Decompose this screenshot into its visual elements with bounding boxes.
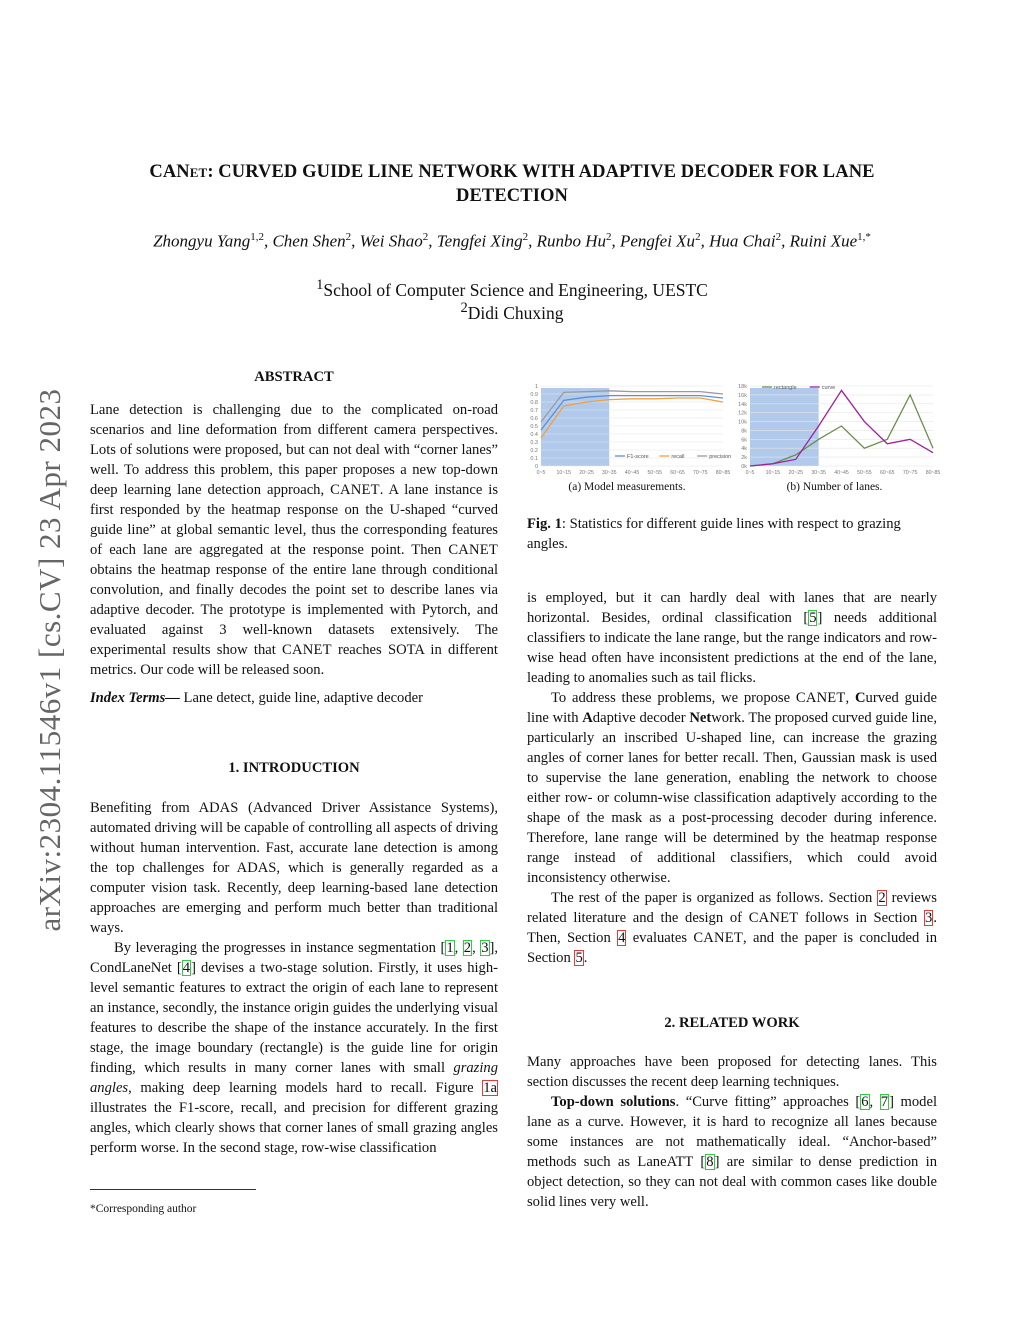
legend-label: recall (671, 454, 685, 460)
section-4-link[interactable]: 4 (618, 930, 626, 946)
x-tick-label: 50~55 (647, 470, 663, 476)
title-prefix: CAN (149, 162, 190, 182)
related-paragraph-2: Top-down solutions. “Curve fitting” approaches [6, 7] model lane as a curve. However, it is hard to recognize all lanes because some instances are not mathematically ideal. “Anchor-based” methods such as LaneATT [8] are similar to dense prediction in object detection, so they can not deal with common cases like double solid lines very well. (527, 1094, 937, 1210)
canet-expansion: Curved guide line with Adaptive decoder Network. (527, 690, 937, 726)
citation-7[interactable]: 7 (880, 1094, 889, 1110)
author-name: Runbo Hu (536, 231, 606, 251)
title-line1: : CURVED GUIDE LINE NETWORK WITH ADAPTIVE DECODER FOR LANE (207, 162, 875, 182)
related-work-body (527, 1052, 937, 1212)
right-p1-a: is employed, but it can hardly deal with lanes that are nearly horizontal. Besides, ordinal classification [ (527, 590, 937, 626)
x-tick-label: 20~25 (579, 470, 594, 476)
author-affiliation-sup: 2 (522, 231, 529, 243)
x-tick-label: 40~45 (624, 470, 640, 476)
y-tick-label: 12k (738, 410, 747, 417)
author-affiliation-sup: 2 (775, 231, 782, 243)
citation-3[interactable]: 3 (481, 940, 489, 956)
author-affiliation-sup: 2 (422, 231, 429, 243)
subcaption-b: (b) Number of lanes. (786, 481, 883, 493)
intro-p2-c: ] devises a two-stage solution. Firstly, it uses high-level semantic features to extract the origin of each lane to represent an instance, secondly, the instance origin guides the underlying visual features to describe the shape of the instance accurately. In the first stage, the image boundary (rectangle) is the guide line for origin finding, which results in many corner lanes with small (90, 960, 499, 1076)
x-tick-label: 30~35 (811, 470, 826, 476)
related-p2-c: ] are similar to dense prediction in object detection, so they can not deal with common cases like double solid lines very well. (527, 1154, 937, 1210)
y-tick-label: 0.7 (530, 408, 538, 414)
abstract-heading: ABSTRACT (254, 369, 334, 385)
title-smallcaps: et (189, 162, 208, 182)
x-tick-label: 10~15 (556, 470, 572, 476)
affiliation-1-sup: 1 (316, 277, 324, 293)
index-terms-text: Lane detect, guide line, adaptive decoder (179, 690, 423, 706)
intro-paragraph-1: Benefiting from ADAS (Advanced Driver Assistance Systems), automated driving will be capable of controlling all aspects of driving without human intervention. Fast, accurate lane detection is among the top challenges for ADAS, which is generally regarded as a computer vision task. Recently, deep learning-based lane detection approaches are emerging and perform much better than traditional ways. (90, 800, 498, 936)
author-name: Zhongyu Yang (153, 231, 251, 251)
citation-1[interactable]: 1 (446, 940, 454, 956)
legend-label: precision (709, 454, 732, 460)
author-affiliation-sup: 1,* (857, 231, 871, 243)
paper-title (60, 160, 964, 208)
y-tick-label: 0.5 (530, 424, 538, 430)
arxiv-side-stamp: arXiv:2304.11546v1 [cs.CV] 23 Apr 2023 (32, 388, 67, 932)
intro-right-paragraph-1 (527, 588, 937, 688)
y-tick-label: 0.8 (530, 400, 538, 406)
canet-name: CANET (693, 930, 743, 946)
y-tick-label: 0 (534, 464, 538, 470)
affiliation-1-text: School of Computer Science and Engineering, UESTC (323, 279, 708, 300)
related-p2-bold: Top-down solutions (551, 1094, 676, 1110)
y-tick-label: 8k (741, 428, 747, 435)
right-p3-b: reviews related literature and the design of CANET follows in Section (527, 890, 937, 926)
y-tick-label: 4k (741, 446, 747, 453)
section-2-link[interactable]: 2 (878, 890, 886, 906)
right-p3-d: evaluates CANET, and the paper is concluded in Section (527, 930, 938, 966)
x-tick-label: 80~85 (925, 470, 941, 476)
affiliation-2-text: Didi Chuxing (467, 302, 564, 323)
x-tick-label: 70~75 (902, 470, 918, 476)
x-tick-label: 70~75 (692, 470, 708, 476)
section-5-link[interactable]: 5 (575, 950, 583, 966)
x-tick-label: 20~25 (788, 470, 804, 476)
right-p1-b: ] needs additional classifiers to indicate the lane range, but the range indicators and row-wise head often have inconsistent predictions at the end of the lane, leading to anomalies such as tail flicks. (527, 610, 937, 686)
index-terms-label: Index Terms— (90, 690, 180, 706)
related-p2-b: ] model lane as a curve. However, it is hard to recognize all lanes because some instances are not mathematically ideal. “Anchor-based” methods such as LaneATT [ (527, 1094, 937, 1170)
legend-label: curve (821, 385, 836, 391)
x-tick-label: 60~65 (670, 470, 685, 476)
intro-paragraph-2: By leveraging the progresses in instance segmentation [1, 2, 3], CondLaneNet [4] devises a two-stage solution. Firstly, it uses high-level semantic features to extract the origin of each lane to represent an instance, secondly, the instance origin guides the underlying visual features to describe the shape of the instance accurately. In the first stage, the image boundary (rectangle) is the guide line for origin finding, which results in many corner lanes with small grazing angles, making deep learning models hard to recall. Figure 1a illustrates the F1-score, recall, and precision for different grazing angles, which clearly shows that corner lanes of small grazing angles perform worse. In the second stage, row-wise classification (90, 940, 499, 1156)
intro-p2-b: ], CondLaneNet [ (90, 940, 499, 976)
canet-name: CANET (282, 642, 332, 658)
intro-p2-emphasis: grazing angles (90, 1060, 498, 1096)
author-affiliation-sup: 2 (606, 231, 612, 243)
y-tick-label: 0.1 (530, 456, 538, 462)
y-tick-label: 18k (738, 384, 747, 390)
canet-initial: Net (689, 710, 712, 726)
intro-p2-a: By leveraging the progresses in instance segmentation [ (114, 940, 446, 956)
author-name: Wei Shao (359, 231, 423, 251)
x-tick-label: 60~65 (879, 470, 895, 476)
citation-6[interactable]: 6 (861, 1094, 869, 1110)
y-tick-label: 0.9 (530, 392, 538, 398)
x-tick-label: 0~5 (745, 470, 755, 476)
y-tick-label: 0.4 (530, 432, 538, 438)
affiliation-2 (0, 300, 1024, 324)
canet-initial: A (582, 710, 593, 726)
chart-number-of-lanes (732, 380, 941, 476)
intro-p2-d: , making deep learning models hard to recall. Figure (128, 1080, 483, 1096)
legend-label: F1-score (627, 454, 649, 460)
x-tick-label: 0~5 (536, 470, 546, 476)
y-tick-label: 1 (534, 384, 538, 390)
right-p3-c: . Then, Section (527, 910, 937, 946)
affiliation-1 (0, 277, 1024, 301)
author-affiliation-sup: 1,2 (250, 231, 264, 243)
x-tick-label: 40~45 (834, 470, 849, 476)
index-terms (90, 688, 498, 708)
canet-initial: C (855, 690, 866, 706)
citation-2[interactable]: 2 (463, 940, 472, 956)
y-tick-label: 0.2 (530, 448, 538, 454)
y-tick-label: 2k (741, 455, 747, 462)
chart-model-measurements (527, 380, 732, 476)
x-tick-label: 80~85 (715, 470, 731, 476)
right-p2-rest: The proposed curved guide line, particularly an inscribed U-shaped line, can increase the grazing angles of corner lanes for better recall. Then, Gaussian mask is used to supervise the lane generation, enabling the network to choose either row- or column-wise classification adaptively according to the shape of the mask as a post-processing decoder during inference. Therefore, lane range will be determined by the heatmap response range instead of additional classifiers, which could avoid inconsistency otherwise. (527, 710, 937, 886)
x-tick-label: 30~35 (601, 470, 617, 476)
author-affiliation-sup: 2 (695, 231, 701, 243)
canet-name: CANET (330, 482, 380, 498)
y-tick-label: 16k (738, 392, 747, 399)
intro-heading: 1. INTRODUCTION (228, 760, 360, 776)
footnote: *Corresponding author (90, 1203, 197, 1215)
citation-4[interactable]: 4 (182, 960, 191, 976)
y-tick-label: 6k (741, 437, 747, 444)
author-name: Hua Chai (709, 231, 776, 251)
affiliation-2-sup: 2 (460, 300, 468, 316)
title-line2: DETECTION (456, 186, 568, 206)
author-affiliation-sup: 2 (345, 231, 352, 243)
section-3-link[interactable]: 3 (925, 910, 933, 926)
related-paragraph-1: Many approaches have been proposed for detecting lanes. This section discusses the recent deep learning techniques. (527, 1054, 937, 1090)
right-column-body (527, 588, 937, 968)
figure-caption-text: : Statistics for different guide lines with respect to grazing angles. (527, 516, 901, 552)
figure-caption (527, 514, 937, 554)
y-tick-label: 0.3 (530, 440, 538, 446)
figure-1 (527, 380, 939, 498)
footnote-rule (90, 1189, 256, 1190)
author-name: Chen Shen (272, 231, 346, 251)
citation-8[interactable]: 8 (706, 1154, 714, 1170)
intro-right-paragraph-2: To address these problems, we propose CANET, Curved guide line with Adaptive decoder Network. The proposed curved guide line, particularly an inscribed U-shaped line, can increase the grazing angles of corner lanes for better recall. Then, Gaussian mask is used to supervise the lane generation, enabling the network to choose either row- or column-wise classification adaptively according to the shape of the mask as a post-processing decoder during inference. Therefore, lane range will be determined by the heatmap response range instead of additional classifiers, which could avoid inconsistency otherwise. (527, 690, 937, 886)
figure-caption-label: Fig. 1 (527, 516, 562, 532)
intro-p2-e: illustrates the F1-score, recall, and precision for different grazing angles, which clearly shows that corner lanes of small grazing angles perform worse. In the second stage, row-wise classification (90, 1100, 498, 1156)
highlight-region (541, 388, 609, 466)
abstract-body (90, 400, 498, 708)
intro-body (90, 798, 498, 1158)
y-tick-label: 0.6 (530, 416, 538, 422)
canet-name: CANET (795, 690, 846, 706)
subcaption-a: (a) Model measurements. (568, 481, 686, 493)
x-tick-label: 50~55 (857, 470, 872, 476)
canet-name: CANET (448, 542, 498, 558)
right-p3-a: The rest of the paper is organized as follows. Section (551, 890, 878, 906)
y-tick-label: 14k (738, 401, 747, 408)
canet-name: CANET (748, 910, 799, 926)
y-tick-label: 0k (741, 464, 747, 470)
author-name: Ruini Xue (789, 231, 858, 251)
author-name: Pengfei Xu (620, 231, 696, 251)
related-work-heading: 2. RELATED WORK (664, 1015, 800, 1031)
related-p2-a: . “Curve fitting” approaches [ (675, 1094, 861, 1110)
author-list: Zhongyu Yang$^{1,2}$, Chen Shen$^2$, Wei Shao$^2$, Tengfei Xing$^2$, Runbo Hu$^2$, Pengfei Xu$^2$, Hua Chai$^2$, Ruini Xue$^{1,*}$ (153, 231, 871, 251)
citation-5[interactable]: 5 (809, 610, 817, 626)
figure-1a-link[interactable]: 1a (483, 1080, 497, 1096)
right-p3-e: . (583, 950, 588, 966)
abstract-text: Lane detection is challenging due to the complicated on-road scenarios and line deformation from different camera perspectives. Lots of solutions were proposed, but can not deal with “corner lanes” well. To address this problem, this paper proposes a new top-down deep learning lane detection approach, CANET. A lane instance is first responded by the heatmap response on the U-shaped “curved guide line” at global semantic level, thus the corresponding features of each lane are aggregated at the response point. Then CANET obtains the heatmap response of the entire lane through conditional convolution, and finally decodes the point set to describe lanes via adaptive decoder. The prototype is implemented with Pytorch, and evaluated against 3 well-known datasets extensively. The experimental results show that CANET reaches SOTA in different metrics. Our code will be released soon. (90, 402, 498, 678)
legend-label: rectangle (774, 385, 797, 391)
intro-right-paragraph-3 (527, 888, 937, 968)
highlight-region (750, 388, 819, 466)
author-name: Tengfei Xing (436, 231, 523, 251)
y-tick-label: 10k (738, 419, 747, 426)
x-tick-label: 10~15 (765, 470, 781, 476)
